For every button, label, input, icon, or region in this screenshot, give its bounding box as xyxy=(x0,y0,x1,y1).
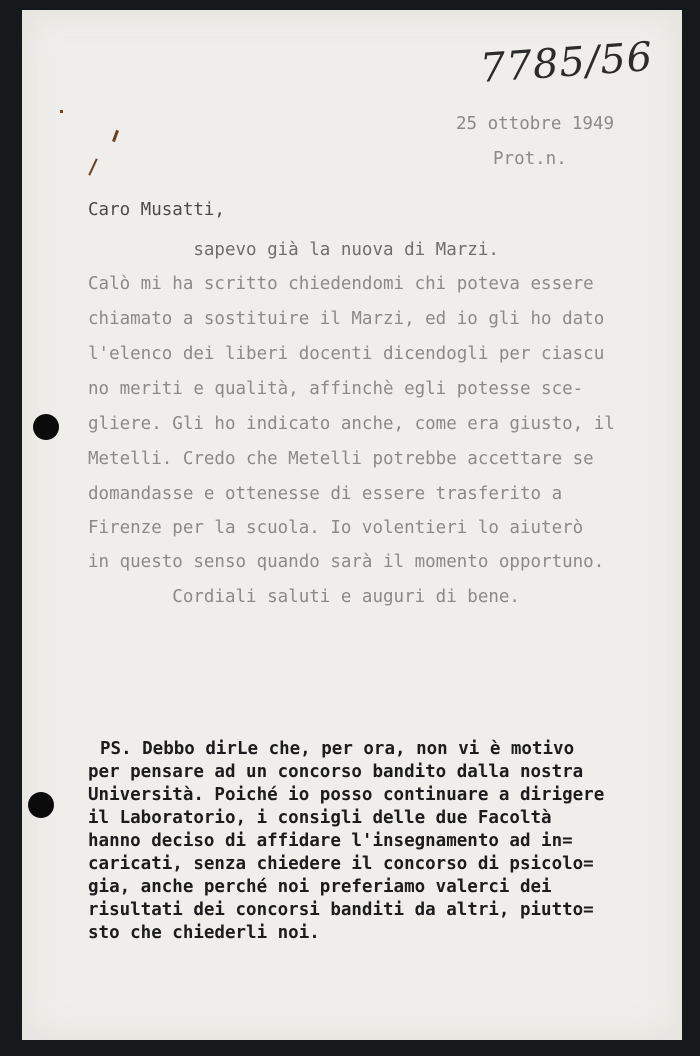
postscript-line: risultati dei concorsi banditi da altri, piutto= xyxy=(88,900,594,920)
body-line: Calò mi ha scritto chiedendomi chi poteva essere xyxy=(88,274,594,294)
postscript-line: hanno deciso di affidare l'insegnamento ad in= xyxy=(88,831,573,851)
protocol-number: Prot.n. xyxy=(493,149,567,169)
letter-sheet xyxy=(22,10,682,1040)
archive-number-handwritten: 7785/56 xyxy=(478,34,655,92)
body-line: Firenze per la scuola. Io volentieri lo aiuterò xyxy=(88,518,584,538)
postscript-line: gia, anche perché noi preferiamo valerci dei xyxy=(88,877,552,897)
paper-speck xyxy=(88,158,97,175)
body-line: domandasse e ottenesse di essere trasferito a xyxy=(88,484,563,504)
postscript-line: il Laboratorio, i consigli delle due Facoltà xyxy=(88,808,552,828)
punch-hole xyxy=(33,414,59,440)
postscript-line: sto che chiederli noi. xyxy=(88,923,320,943)
body-line: Cordiali saluti e auguri di bene. xyxy=(88,587,520,607)
body-line: chiamato a sostituire il Marzi, ed io gli ho dato xyxy=(88,309,605,329)
postscript-line: per pensare ad un concorso bandito dalla nostra xyxy=(88,762,584,782)
postscript-line: Università. Poiché io posso continuare a dirigere xyxy=(88,785,605,805)
postscript-line: caricati, senza chiedere il concorso di psicolo= xyxy=(88,854,594,874)
body-line: Metelli. Credo che Metelli potrebbe accettare se xyxy=(88,449,594,469)
letter-date: 25 ottobre 1949 xyxy=(456,114,615,134)
punch-hole xyxy=(28,792,54,818)
body-line: sapevo già la nuova di Marzi. xyxy=(88,240,499,260)
paper-speck xyxy=(112,130,119,142)
body-line: in questo senso quando sarà il momento opportuno. xyxy=(88,552,605,572)
paper-speck xyxy=(60,110,63,113)
salutation: Caro Musatti, xyxy=(88,200,225,220)
body-line: no meriti e qualità, affinchè egli potesse sce- xyxy=(88,379,584,399)
body-line: l'elenco dei liberi docenti dicendogli per ciascu xyxy=(88,344,605,364)
body-line: gliere. Gli ho indicato anche, come era giusto, il xyxy=(88,414,615,434)
postscript-line: PS. Debbo dirLe che, per ora, non vi è motivo xyxy=(100,739,575,759)
